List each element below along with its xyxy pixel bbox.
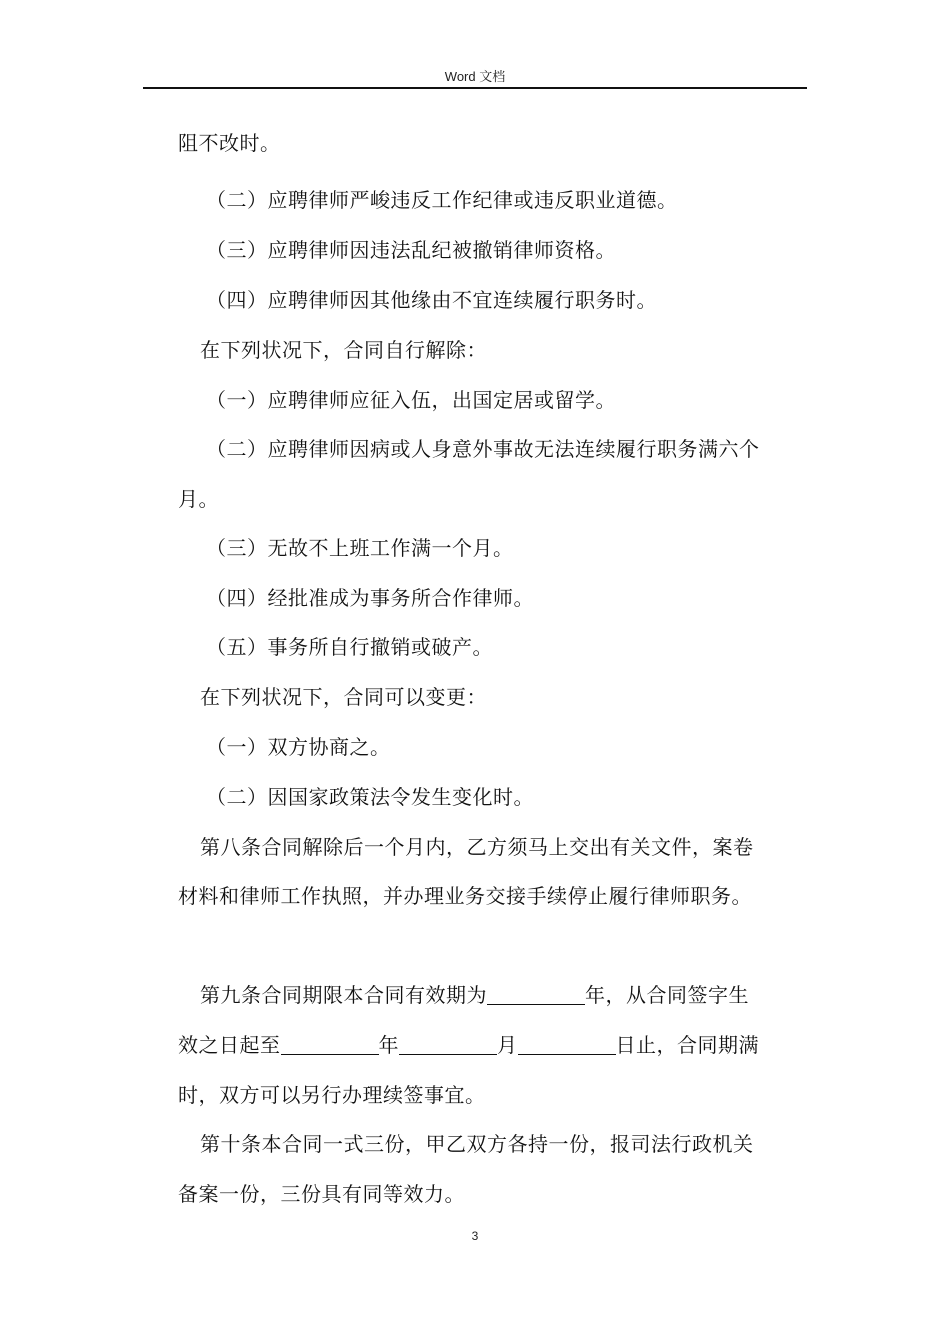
list-item-clause: （三）无故不上班工作满一个月。 <box>206 536 514 560</box>
article-9-text: 效之日起至 <box>178 1033 281 1057</box>
blank-field-end-year[interactable] <box>281 1032 379 1055</box>
list-item-clause: （四）经批准成为事务所合作律师。 <box>206 586 534 610</box>
section-lead-modification: 在下列状况下，合同可以变更： <box>200 685 487 709</box>
paragraph-line: 月。 <box>178 487 219 511</box>
article-9-text: 年，从合同签字生 <box>585 983 749 1007</box>
list-item-clause: （一）双方协商之。 <box>206 735 391 759</box>
article-9-text: 第九条合同期限本合同有效期为 <box>200 983 487 1007</box>
article-9-text: 年 <box>378 1033 399 1057</box>
section-lead-termination: 在下列状况下，合同自行解除： <box>200 338 487 362</box>
list-item-clause: （二）应聘律师严峻违反工作纪律或违反职业道德。 <box>206 188 678 212</box>
page-header: Word 文档 <box>444 69 506 84</box>
header-divider <box>143 87 807 89</box>
list-item-clause: （一）应聘律师应征入伍，出国定居或留学。 <box>206 388 616 412</box>
article-9-line-2 <box>178 1030 759 1060</box>
blank-field-years[interactable] <box>487 982 585 1005</box>
blank-field-end-month[interactable] <box>399 1032 497 1055</box>
blank-field-end-day[interactable] <box>518 1032 616 1055</box>
list-item-clause: （五）事务所自行撤销或破产。 <box>206 635 493 659</box>
article-10-line-1: 第十条本合同一式三份，甲乙双方各持一份，报司法行政机关 <box>200 1132 754 1156</box>
article-9-line-1 <box>200 980 749 1010</box>
article-9-text: 日止，合同期满 <box>615 1033 759 1057</box>
list-item-clause: （四）应聘律师因其他缘由不宜连续履行职务时。 <box>206 288 657 312</box>
article-9-text: 月 <box>497 1033 518 1057</box>
list-item-clause: （二）应聘律师因病或人身意外事故无法连续履行职务满六个 <box>206 437 760 461</box>
article-9-line-3: 时，双方可以另行办理续签事宜。 <box>178 1083 486 1107</box>
article-8-line-2: 材料和律师工作执照，并办理业务交接手续停止履行律师职务。 <box>178 884 752 908</box>
list-item-clause: （三）应聘律师因违法乱纪被撤销律师资格。 <box>206 238 616 262</box>
article-10-line-2: 备案一份，三份具有同等效力。 <box>178 1182 465 1206</box>
list-item-clause: （二）因国家政策法令发生变化时。 <box>206 785 534 809</box>
paragraph-line: 阻不改时。 <box>178 131 281 155</box>
article-8-line-1: 第八条合同解除后一个月内，乙方须马上交出有关文件，案卷 <box>200 835 754 859</box>
page-number: 3 <box>471 1229 479 1243</box>
